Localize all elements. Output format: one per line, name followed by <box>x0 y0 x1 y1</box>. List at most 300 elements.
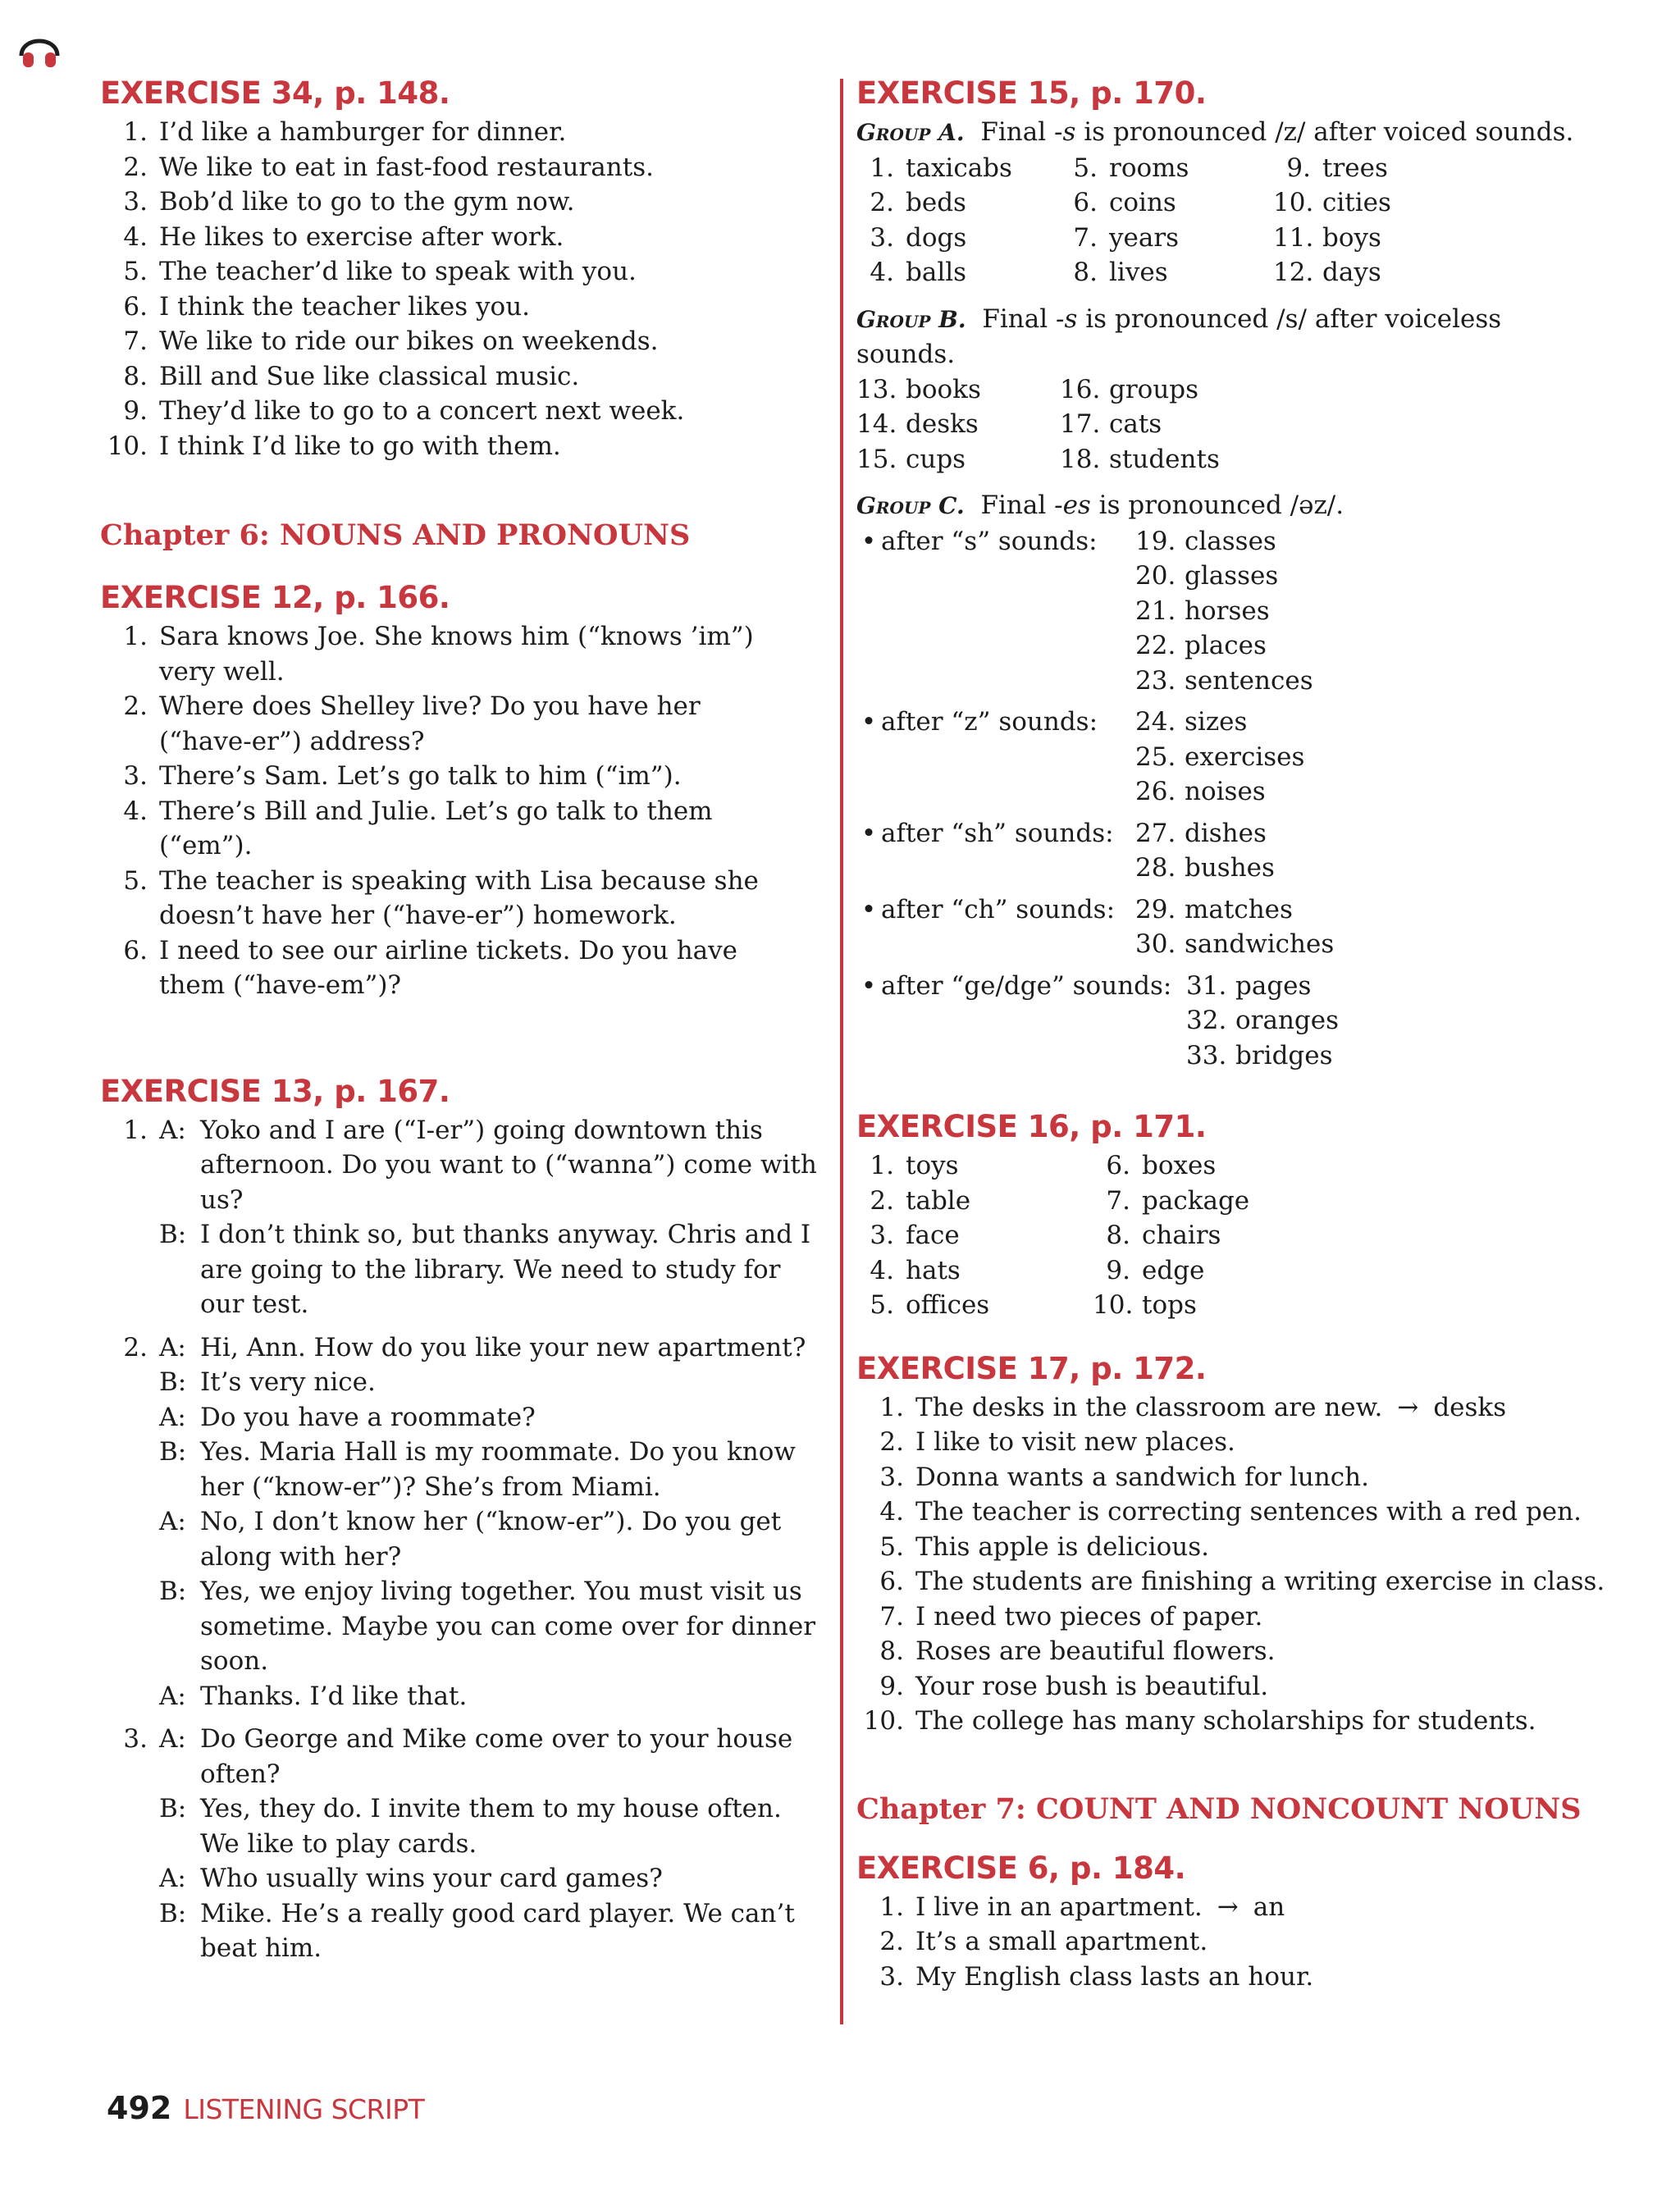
item-word: cups <box>906 444 966 474</box>
item-number: 20. <box>1135 561 1176 591</box>
speaker: A: <box>159 1115 186 1145</box>
dialogue-line <box>159 1435 822 1504</box>
item-number: 15. <box>856 444 897 474</box>
exercise-16-words <box>856 1148 1644 1323</box>
word-item <box>1093 1253 1355 1289</box>
item-number: 24. <box>1135 707 1176 737</box>
word-item <box>1135 816 1275 851</box>
item-number: 6. <box>123 291 148 322</box>
speaker: B: <box>159 1220 187 1249</box>
right-column <box>856 72 1644 1994</box>
exercise-6-heading: EXERCISE 6, p. 184. <box>856 1850 1186 1886</box>
item-word: boys <box>1322 222 1381 253</box>
item-text: This apple is delicious. <box>915 1531 1209 1562</box>
item-word: bushes <box>1185 853 1275 883</box>
item-number: 1. <box>870 1151 894 1180</box>
word-item <box>1273 185 1486 221</box>
speech: Do you have a roommate? <box>200 1402 536 1432</box>
item-text: Bill and Sue like classical music. <box>159 361 580 391</box>
item-word: trees <box>1322 153 1388 183</box>
speech: Yes, we enjoy living together. You must visit us sometime. Maybe you can come over for dinner soon. <box>200 1577 816 1676</box>
word-item <box>1135 927 1334 962</box>
item-word: face <box>906 1221 960 1250</box>
dialogue-line <box>159 1400 822 1435</box>
item-word: books <box>906 374 981 404</box>
item-word: groups <box>1109 374 1199 404</box>
list-item <box>856 1704 1644 1739</box>
word-item <box>856 372 1060 408</box>
list-item <box>100 619 822 689</box>
item-text: Donna wants a sandwich for lunch. <box>915 1462 1369 1492</box>
item-word: package <box>1142 1185 1250 1216</box>
item-word: days <box>1322 258 1381 287</box>
word-item <box>856 255 1060 290</box>
dialogue-number: 3. <box>123 1724 148 1754</box>
item-number: 9. <box>1286 153 1311 183</box>
word-item <box>1060 221 1273 256</box>
list-item <box>100 429 822 464</box>
exercise-34-heading: EXERCISE 34, p. 148. <box>100 75 450 111</box>
bullet-words <box>1135 892 1334 962</box>
bullet-words <box>1135 524 1313 699</box>
item-number: 4. <box>879 1497 904 1527</box>
item-number: 8. <box>123 361 148 391</box>
dialogue-line <box>159 1504 822 1574</box>
item-text: Your rose bush is beautiful. <box>915 1671 1269 1701</box>
word-item <box>1135 664 1313 699</box>
item-number: 3. <box>123 187 148 217</box>
speech: I don’t think so, but thanks anyway. Chris and I are going to the library. We need to study for our test. <box>200 1220 811 1319</box>
speaker: B: <box>159 1577 187 1606</box>
item-word: boxes <box>1142 1151 1217 1180</box>
list-item <box>100 794 822 864</box>
item-text: Sara knows Joe. She knows him (“knows ’im”) very well. <box>159 622 754 687</box>
item-word: beds <box>906 188 966 217</box>
item-word: cats <box>1109 409 1162 439</box>
item-number: 3. <box>123 761 148 791</box>
bullet-icon: • <box>861 707 877 737</box>
dialogue <box>100 1113 822 1322</box>
item-number: 5. <box>123 257 148 286</box>
speaker: A: <box>159 1681 186 1711</box>
left-column <box>100 72 822 1966</box>
item-number: 12. <box>1273 258 1314 287</box>
word-item <box>856 1253 1093 1289</box>
exercise-13-heading: EXERCISE 13, p. 167. <box>100 1073 450 1109</box>
item-number: 5. <box>123 865 148 896</box>
word-item <box>1060 372 1273 408</box>
exercise-6-list <box>856 1924 1644 1994</box>
word-item <box>1060 255 1273 290</box>
list-item <box>100 394 822 429</box>
word-item <box>1093 1218 1355 1253</box>
group-b-rule-cont: sounds. <box>856 340 956 369</box>
item-word: dogs <box>906 222 967 253</box>
dialogue-line <box>159 1791 822 1861</box>
item-number: 10. <box>863 1706 904 1736</box>
item-text: I think the teacher likes you. <box>159 291 531 322</box>
speaker: B: <box>159 1367 187 1397</box>
item-number: 13. <box>856 374 897 404</box>
item-number: 11. <box>1273 222 1314 253</box>
word-item <box>1135 774 1304 810</box>
item-number: 25. <box>1135 742 1176 772</box>
speaker: B: <box>159 1437 187 1467</box>
dialogue-number: 1. <box>123 1115 148 1145</box>
speaker: A: <box>159 1724 186 1754</box>
item-number: 2. <box>879 1927 904 1956</box>
dialogue-number: 2. <box>123 1332 148 1362</box>
speech: Do George and Mike come over to your house often? <box>200 1724 793 1789</box>
item-word: years <box>1109 222 1180 253</box>
group-a-col-2 <box>1060 151 1273 290</box>
item-word: classes <box>1185 526 1276 556</box>
dialogue <box>100 1722 822 1966</box>
list-item <box>856 1495 1644 1530</box>
word-item <box>856 407 1060 442</box>
group-b-col-2 <box>1060 372 1273 477</box>
item-number: 2. <box>879 1427 904 1457</box>
word-item <box>1135 892 1334 928</box>
list-item <box>100 689 822 759</box>
group-a-col-3 <box>1273 151 1486 290</box>
word-item <box>1186 969 1339 1004</box>
speaker: A: <box>159 1332 186 1362</box>
speech: Yoko and I are (“I-er”) going downtown this afternoon. Do you want to (“wanna”) come with us? <box>200 1115 817 1215</box>
exercise-6-item-1: 1. I live in an apartment. → an <box>879 1892 1285 1922</box>
item-number: 29. <box>1135 894 1176 924</box>
item-number: 19. <box>1135 526 1176 556</box>
exercise-16-col-2 <box>1093 1148 1355 1323</box>
list-item <box>100 359 822 395</box>
list-item <box>100 933 822 1003</box>
item-word: cities <box>1322 188 1391 217</box>
bullet-label: after “sh” sounds: <box>881 818 1114 848</box>
list-item <box>856 1425 1644 1460</box>
page-number: 492 <box>107 2090 172 2126</box>
list-item <box>856 1530 1644 1565</box>
item-word: places <box>1185 631 1267 660</box>
item-number: 6. <box>879 1567 904 1596</box>
bullet-icon: • <box>861 526 877 556</box>
item-text: I need two pieces of paper. <box>915 1601 1263 1632</box>
list-item <box>100 290 822 325</box>
group-b-col-1 <box>856 372 1060 477</box>
item-number: 4. <box>123 221 148 252</box>
item-number: 16. <box>1060 374 1101 404</box>
item-number: 22. <box>1135 631 1176 660</box>
word-item <box>1273 221 1486 256</box>
item-number: 10. <box>1093 1290 1134 1320</box>
exercise-17-list <box>856 1425 1644 1739</box>
bullet-words <box>1135 705 1304 810</box>
item-word: matches <box>1185 894 1293 924</box>
speech: Thanks. I’d like that. <box>200 1681 468 1711</box>
item-text: He likes to exercise after work. <box>159 221 564 252</box>
item-word: table <box>906 1185 971 1216</box>
list-item <box>100 150 822 185</box>
item-text: The students are finishing a writing exercise in class. <box>915 1567 1605 1596</box>
arrow-icon: → <box>1217 1892 1239 1922</box>
dialogue-body <box>159 1113 822 1322</box>
group-b-rule: Group B. Final -s is pronounced /s/ after voiceless <box>856 303 1502 334</box>
list-item <box>100 115 822 150</box>
bullet-icon: • <box>861 970 877 1001</box>
dialogue-body <box>159 1330 822 1714</box>
item-number: 27. <box>1135 818 1176 848</box>
item-text: It’s a small apartment. <box>915 1927 1208 1956</box>
item-text: The teacher’d like to speak with you. <box>159 257 637 286</box>
bullet-words <box>1135 816 1275 886</box>
word-item <box>1135 559 1313 594</box>
speaker: A: <box>159 1507 186 1536</box>
word-item <box>1135 740 1304 775</box>
item-number: 31. <box>1186 970 1227 1001</box>
exercise-17-item-1: 1. The desks in the classroom are new. → desks <box>879 1392 1507 1422</box>
list-item <box>856 1669 1644 1705</box>
item-word: horses <box>1185 596 1270 626</box>
item-number: 7. <box>879 1601 904 1632</box>
exercise-34-list <box>100 115 822 463</box>
item-number: 8. <box>1073 258 1098 287</box>
item-number: 7. <box>123 326 148 356</box>
item-word: toys <box>906 1151 959 1180</box>
exercise-13-dialogue-3 <box>100 1722 822 1966</box>
item-word: bridges <box>1235 1040 1333 1070</box>
dialogue-line <box>159 1574 822 1679</box>
list-item <box>100 254 822 290</box>
list-item <box>100 759 822 794</box>
speech: Who usually wins your card games? <box>200 1864 663 1893</box>
dialogue-line <box>159 1217 822 1322</box>
item-number: 1. <box>870 153 894 183</box>
word-item <box>1093 1288 1355 1323</box>
item-number: 30. <box>1135 929 1176 959</box>
item-number: 17. <box>1060 409 1101 439</box>
group-a-words <box>856 151 1644 290</box>
headphones-icon <box>15 25 64 74</box>
item-number: 32. <box>1186 1006 1227 1035</box>
word-item <box>1060 185 1273 221</box>
list-item <box>100 864 822 933</box>
item-word: tops <box>1142 1290 1197 1320</box>
item-word: chairs <box>1142 1221 1221 1250</box>
item-number: 5. <box>1073 153 1098 183</box>
column-divider <box>840 79 843 2024</box>
bullet-group <box>856 969 1644 1074</box>
arrow-icon: → <box>1397 1392 1419 1422</box>
item-word: rooms <box>1109 153 1189 183</box>
group-b-words <box>856 372 1644 477</box>
exercise-13-dialogue-2 <box>100 1330 822 1714</box>
speech: Hi, Ann. How do you like your new apartment? <box>200 1332 806 1362</box>
dialogue-body <box>159 1722 822 1966</box>
word-item <box>1135 628 1313 664</box>
item-word: glasses <box>1185 561 1279 591</box>
item-number: 10. <box>1273 188 1314 217</box>
word-item <box>1060 442 1273 477</box>
list-item <box>100 185 822 220</box>
item-number: 10. <box>107 431 148 461</box>
word-item <box>1060 407 1273 442</box>
word-item <box>1060 151 1273 186</box>
item-number: 1. <box>123 117 148 147</box>
exercise-16-col-1 <box>856 1148 1093 1323</box>
item-word: lives <box>1109 258 1168 287</box>
item-number: 6. <box>123 935 148 965</box>
item-text: I think I’d like to go with them. <box>159 431 561 461</box>
exercise-17-heading: EXERCISE 17, p. 172. <box>856 1350 1207 1386</box>
speech: No, I don’t know her (“know-er”). Do you get along with her? <box>200 1507 782 1572</box>
item-number: 9. <box>879 1671 904 1701</box>
dialogue-line <box>159 1365 822 1400</box>
item-word: desks <box>906 409 979 439</box>
word-item <box>1093 1148 1355 1184</box>
item-number: 28. <box>1135 853 1176 883</box>
word-item <box>1135 594 1313 629</box>
list-item <box>856 1564 1644 1600</box>
word-item <box>856 1218 1093 1253</box>
word-item <box>856 221 1060 256</box>
item-number: 6. <box>1073 188 1098 217</box>
item-text: I’d like a hamburger for dinner. <box>159 117 567 147</box>
word-item <box>1135 705 1304 740</box>
speaker: A: <box>159 1864 186 1893</box>
bullet-label: after “s” sounds: <box>881 526 1098 556</box>
list-item <box>856 1960 1644 1995</box>
word-item <box>1186 1003 1339 1038</box>
bullet-group <box>856 892 1644 962</box>
speaker: A: <box>159 1402 186 1432</box>
item-number: 6. <box>1106 1151 1130 1180</box>
item-number: 2. <box>123 152 148 182</box>
item-text: Roses are beautiful flowers. <box>915 1636 1276 1666</box>
bullet-label: after “ge/dge” sounds: <box>881 970 1172 1001</box>
item-word: sentences <box>1185 665 1313 696</box>
bullet-group <box>856 816 1644 886</box>
item-word: hats <box>906 1255 961 1285</box>
item-number: 5. <box>879 1531 904 1562</box>
page-footer <box>107 2090 424 2126</box>
item-word: dishes <box>1185 818 1267 848</box>
bullet-group <box>856 705 1644 810</box>
bullet-words <box>1186 969 1339 1074</box>
speech: Yes, they do. I invite them to my house often. We like to play cards. <box>200 1794 782 1859</box>
item-word: exercises <box>1185 742 1305 772</box>
list-item <box>856 1460 1644 1495</box>
item-number: 3. <box>879 1462 904 1492</box>
item-word: taxicabs <box>906 153 1012 183</box>
word-item <box>1273 151 1486 186</box>
item-number: 2. <box>870 188 894 217</box>
list-item <box>100 324 822 359</box>
item-number: 21. <box>1135 596 1176 626</box>
item-text: I like to visit new places. <box>915 1427 1235 1457</box>
item-text: They’d like to go to a concert next week. <box>159 396 685 426</box>
speaker: B: <box>159 1794 187 1823</box>
item-number: 3. <box>870 1221 894 1250</box>
item-number: 4. <box>123 796 148 826</box>
list-item <box>856 1600 1644 1635</box>
chapter-7-heading: Chapter 7: COUNT AND NONCOUNT NOUNS <box>856 1791 1582 1826</box>
item-text: There’s Sam. Let’s go talk to him (“im”). <box>159 761 682 791</box>
word-item <box>856 442 1060 477</box>
word-item <box>1135 524 1313 559</box>
item-number: 14. <box>856 409 897 439</box>
dialogue-line <box>159 1896 822 1966</box>
bullet-group <box>856 524 1644 699</box>
dialogue <box>100 1330 822 1714</box>
item-text: The teacher is speaking with Lisa because she doesn’t have her (“have-er”) homework. <box>159 865 759 930</box>
list-item <box>100 220 822 255</box>
item-word: noises <box>1185 777 1266 806</box>
item-text: The teacher is correcting sentences with a red pen. <box>915 1497 1582 1527</box>
item-number: 3. <box>879 1961 904 1992</box>
item-text: We like to eat in fast-food restaurants. <box>159 152 654 182</box>
list-item <box>856 1924 1644 1960</box>
dialogue-line <box>159 1113 822 1218</box>
dialogue-line <box>159 1861 822 1896</box>
item-number: 33. <box>1186 1040 1227 1070</box>
dialogue-line <box>159 1722 822 1791</box>
item-number: 23. <box>1135 665 1176 696</box>
item-text: Where does Shelley live? Do you have her (“have-er”) address? <box>159 691 701 756</box>
item-text: My English class lasts an hour. <box>915 1961 1314 1992</box>
item-word: coins <box>1109 188 1176 217</box>
group-a-rule: Group A. Final -s is pronounced /z/ after voiced sounds. <box>856 117 1574 147</box>
item-number: 3. <box>870 222 894 253</box>
group-a-col-1 <box>856 151 1060 290</box>
word-item <box>856 185 1060 221</box>
item-text: Bob’d like to go to the gym now. <box>159 187 575 217</box>
item-text: There’s Bill and Julie. Let’s go talk to them (“em”). <box>159 796 713 860</box>
speech: Mike. He’s a really good card player. We can’t beat him. <box>200 1898 795 1963</box>
dialogue-line <box>159 1330 822 1366</box>
item-text: I need to see our airline tickets. Do you have them (“have-em”)? <box>159 935 738 1000</box>
word-item <box>856 151 1060 186</box>
bullet-icon: • <box>861 894 877 924</box>
word-item <box>856 1184 1093 1219</box>
speech: Yes. Maria Hall is my roommate. Do you know her (“know-er”)? She’s from Miami. <box>200 1437 796 1502</box>
exercise-16-heading: EXERCISE 16, p. 171. <box>856 1109 1207 1144</box>
footer-label: LISTENING SCRIPT <box>183 2093 425 2125</box>
word-item <box>856 1148 1093 1184</box>
item-number: 18. <box>1060 444 1101 474</box>
dialogue-line <box>159 1679 822 1714</box>
item-number: 9. <box>1106 1255 1130 1285</box>
word-item <box>1093 1184 1355 1219</box>
item-number: 5. <box>870 1290 894 1320</box>
chapter-6-heading: Chapter 6: NOUNS AND PRONOUNS <box>100 518 691 552</box>
item-number: 8. <box>1106 1221 1130 1250</box>
item-word: offices <box>906 1290 990 1320</box>
word-item <box>1186 1038 1339 1074</box>
item-number: 26. <box>1135 777 1176 806</box>
item-text: We like to ride our bikes on weekends. <box>159 326 659 356</box>
group-c-list <box>856 524 1644 1074</box>
exercise-15-heading: EXERCISE 15, p. 170. <box>856 75 1207 111</box>
exercise-12-heading: EXERCISE 12, p. 166. <box>100 580 450 615</box>
word-item <box>856 1288 1093 1323</box>
item-word: sandwiches <box>1185 929 1335 959</box>
speech: It’s very nice. <box>200 1367 376 1397</box>
bullet-label: after “ch” sounds: <box>881 894 1116 924</box>
item-number: 2. <box>870 1185 894 1216</box>
group-c-rule: Group C. Final -es is pronounced /əz/. <box>856 491 1344 520</box>
exercise-12-list <box>100 619 822 1003</box>
item-text: The college has many scholarships for students. <box>915 1706 1536 1736</box>
item-word: edge <box>1142 1255 1205 1285</box>
